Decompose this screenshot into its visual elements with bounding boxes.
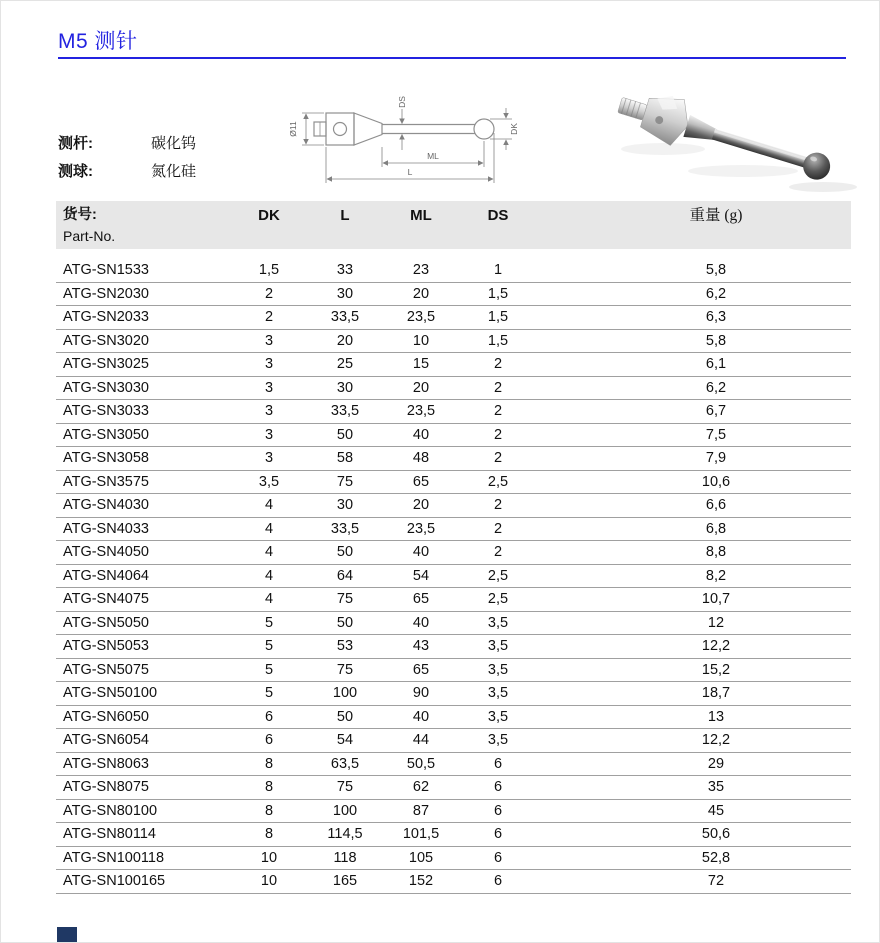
table-row (56, 706, 851, 730)
cell-part-no: ATG-SN5075 (63, 661, 149, 678)
cell-l: 33 (336, 262, 354, 279)
materials-block (58, 128, 196, 184)
cell-weight: 13 (707, 708, 725, 725)
cell-weight: 7,9 (705, 450, 727, 467)
cell-dk: 5 (264, 638, 274, 655)
cell-dk: 8 (264, 779, 274, 796)
cell-ml: 87 (412, 802, 430, 819)
table-row (56, 682, 851, 706)
cell-part-no: ATG-SN3033 (63, 403, 149, 420)
cell-dk: 6 (264, 732, 274, 749)
cell-dk: 4 (264, 591, 274, 608)
cell-part-no: ATG-SN3030 (63, 379, 149, 396)
cell-part-no: ATG-SN2033 (63, 309, 149, 326)
cell-ds: 2,5 (487, 567, 509, 584)
cell-weight: 45 (707, 802, 725, 819)
cell-l: 25 (336, 356, 354, 373)
cell-weight: 12,2 (701, 732, 731, 749)
cell-ds: 2 (493, 403, 503, 420)
cell-l: 20 (336, 332, 354, 349)
cell-ds: 6 (493, 755, 503, 772)
cell-ml: 15 (412, 356, 430, 373)
cell-l: 50 (336, 426, 354, 443)
cell-ds: 2 (493, 520, 503, 537)
cell-ds: 3,5 (487, 638, 509, 655)
table-row (56, 753, 851, 777)
cell-weight: 6,8 (705, 520, 727, 537)
cell-dk: 5 (264, 661, 274, 678)
cell-ml: 23,5 (406, 403, 436, 420)
table-header (56, 201, 851, 249)
cell-dk: 4 (264, 520, 274, 537)
cell-ml: 20 (412, 285, 430, 302)
stylus-dimension-diagram (284, 89, 524, 199)
dim-label-ds: DS (397, 96, 407, 108)
cell-ml: 101,5 (402, 826, 440, 843)
cell-ds: 3,5 (487, 661, 509, 678)
cell-part-no: ATG-SN8063 (63, 755, 149, 772)
cell-part-no: ATG-SN1533 (63, 262, 149, 279)
cell-l: 50 (336, 708, 354, 725)
cell-dk: 8 (264, 802, 274, 819)
cell-ds: 1 (493, 262, 503, 279)
cell-weight: 6,2 (705, 379, 727, 396)
cell-part-no: ATG-SN4033 (63, 520, 149, 537)
cell-l: 54 (336, 732, 354, 749)
cell-l: 75 (336, 591, 354, 608)
cell-ml: 20 (412, 379, 430, 396)
cell-weight: 15,2 (701, 661, 731, 678)
cell-l: 33,5 (330, 309, 360, 326)
cell-ds: 1,5 (487, 332, 509, 349)
table-row (56, 659, 851, 683)
cell-l: 64 (336, 567, 354, 584)
cell-dk: 5 (264, 614, 274, 631)
header-l: L (340, 207, 350, 224)
cell-ds: 3,5 (487, 614, 509, 631)
cell-ds: 2 (493, 450, 503, 467)
cell-ds: 3,5 (487, 732, 509, 749)
dim-label-ml: ML (427, 151, 439, 161)
table-row (56, 588, 851, 612)
cell-weight: 6,6 (705, 497, 727, 514)
cell-ds: 2 (493, 426, 503, 443)
cell-ml: 48 (412, 450, 430, 467)
shaft-material-label: 测杆: (58, 134, 93, 152)
cell-l: 100 (332, 685, 358, 702)
title-underline (58, 57, 846, 59)
dim-label-l: L (407, 167, 413, 177)
cell-weight: 8,2 (705, 567, 727, 584)
cell-part-no: ATG-SN4030 (63, 497, 149, 514)
cell-weight: 50,6 (701, 826, 731, 843)
cell-l: 53 (336, 638, 354, 655)
cell-part-no: ATG-SN100118 (63, 849, 165, 866)
cell-weight: 6,2 (705, 285, 727, 302)
cell-ml: 23 (412, 262, 430, 279)
cell-l: 165 (332, 873, 358, 890)
cell-part-no: ATG-SN100165 (63, 873, 166, 890)
cell-dk: 3,5 (258, 473, 280, 490)
table-row (56, 823, 851, 847)
cell-l: 33,5 (330, 520, 360, 537)
cell-l: 30 (336, 497, 354, 514)
page-title: M5 测针 (58, 30, 138, 53)
cell-dk: 3 (264, 426, 274, 443)
table-row (56, 259, 851, 283)
cell-ml: 20 (412, 497, 430, 514)
cell-part-no: ATG-SN80114 (63, 826, 156, 843)
cell-part-no: ATG-SN3050 (63, 426, 149, 443)
cell-ml: 65 (412, 591, 430, 608)
dim-label-bore: Ø11 (288, 121, 298, 137)
cell-part-no: ATG-SN4075 (63, 591, 149, 608)
cell-ds: 2 (493, 379, 503, 396)
cell-dk: 1,5 (258, 262, 280, 279)
cell-l: 100 (332, 802, 358, 819)
cell-weight: 6,3 (705, 309, 727, 326)
cell-dk: 3 (264, 332, 274, 349)
cell-dk: 2 (264, 285, 274, 302)
table-row (56, 800, 851, 824)
cell-ds: 3,5 (487, 685, 509, 702)
cell-weight: 6,1 (705, 356, 727, 373)
cell-weight: 8,8 (705, 544, 727, 561)
cell-l: 33,5 (330, 403, 360, 420)
cell-ds: 3,5 (487, 708, 509, 725)
cell-ds: 1,5 (487, 285, 509, 302)
table-row (56, 447, 851, 471)
cell-ml: 152 (408, 873, 434, 890)
page-corner-marker (57, 927, 77, 942)
cell-ml: 54 (412, 567, 430, 584)
cell-l: 75 (336, 779, 354, 796)
cell-dk: 5 (264, 685, 274, 702)
cell-weight: 5,8 (705, 332, 727, 349)
cell-ml: 40 (412, 708, 430, 725)
cell-part-no: ATG-SN3058 (63, 450, 149, 467)
cell-l: 30 (336, 379, 354, 396)
cell-part-no: ATG-SN8075 (63, 779, 149, 796)
cell-l: 58 (336, 450, 354, 467)
cell-dk: 4 (264, 544, 274, 561)
cell-dk: 10 (260, 873, 278, 890)
cell-l: 30 (336, 285, 354, 302)
cell-part-no: ATG-SN5053 (63, 638, 149, 655)
cell-part-no: ATG-SN4050 (63, 544, 149, 561)
cell-ml: 43 (412, 638, 430, 655)
table-row (56, 471, 851, 495)
header-ds: DS (487, 207, 509, 224)
cell-l: 114,5 (327, 826, 363, 843)
cell-weight: 12,2 (701, 638, 731, 655)
cell-part-no: ATG-SN3020 (63, 332, 149, 349)
cell-ds: 2,5 (487, 473, 509, 490)
cell-dk: 8 (264, 826, 274, 843)
header-part-no (56, 206, 226, 249)
cell-part-no: ATG-SN6054 (63, 732, 149, 749)
cell-ds: 2 (493, 497, 503, 514)
cell-dk: 3 (264, 450, 274, 467)
cell-ml: 65 (412, 473, 430, 490)
cell-part-no: ATG-SN3575 (63, 473, 149, 490)
cell-dk: 4 (264, 567, 274, 584)
cell-weight: 72 (707, 873, 725, 890)
cell-weight: 7,5 (705, 426, 727, 443)
cell-weight: 10,7 (701, 591, 731, 608)
cell-l: 50 (336, 544, 354, 561)
cell-part-no: ATG-SN4064 (63, 567, 149, 584)
cell-ds: 6 (493, 802, 503, 819)
cell-ml: 23,5 (406, 520, 436, 537)
table-row (56, 729, 851, 753)
cell-ml: 10 (412, 332, 430, 349)
cell-ds: 6 (493, 873, 503, 890)
table-row (56, 377, 851, 401)
ball-material-label: 测球: (58, 162, 93, 180)
cell-part-no: ATG-SN2030 (63, 285, 149, 302)
cell-weight: 10,6 (701, 473, 731, 490)
cell-l: 50 (336, 614, 354, 631)
cell-ml: 40 (412, 426, 430, 443)
cell-ml: 40 (412, 614, 430, 631)
table-row (56, 494, 851, 518)
cell-weight: 5,8 (705, 262, 727, 279)
cell-l: 118 (333, 849, 357, 866)
cell-part-no: ATG-SN3025 (63, 356, 149, 373)
table-row (56, 283, 851, 307)
cell-dk: 10 (260, 849, 278, 866)
cell-weight: 29 (707, 755, 725, 772)
table-row (56, 541, 851, 565)
table-row (56, 612, 851, 636)
cell-weight: 6,7 (705, 403, 727, 420)
cell-dk: 3 (264, 356, 274, 373)
cell-ds: 1,5 (487, 309, 509, 326)
cell-dk: 6 (264, 708, 274, 725)
table-row (56, 565, 851, 589)
table-row (56, 870, 851, 894)
table-row (56, 353, 851, 377)
parts-table-body (56, 259, 851, 894)
cell-part-no: ATG-SN80100 (63, 802, 158, 819)
cell-ds: 6 (493, 849, 503, 866)
table-row (56, 847, 851, 871)
cell-ml: 62 (412, 779, 430, 796)
stylus-product-photo (593, 83, 863, 205)
cell-l: 63,5 (330, 755, 360, 772)
cell-ds: 2 (493, 356, 503, 373)
cell-part-no: ATG-SN6050 (63, 708, 149, 725)
shaft-material-value: 碳化钨 (151, 134, 197, 152)
cell-dk: 3 (264, 403, 274, 420)
cell-dk: 4 (264, 497, 274, 514)
cell-ds: 6 (493, 779, 503, 796)
table-row (56, 635, 851, 659)
cell-ml: 23,5 (406, 309, 436, 326)
ball-material-value: 氮化硅 (151, 162, 197, 180)
cell-ml: 50,5 (406, 755, 436, 772)
cell-l: 75 (336, 473, 354, 490)
cell-ds: 2,5 (487, 591, 509, 608)
ball-material-row (58, 156, 196, 184)
cell-ds: 6 (493, 826, 503, 843)
header-dk: DK (258, 207, 280, 224)
cell-ml: 90 (412, 685, 430, 702)
cell-part-no: ATG-SN5050 (63, 614, 149, 631)
cell-weight: 35 (707, 779, 725, 796)
cell-dk: 3 (264, 379, 274, 396)
cell-dk: 8 (264, 755, 274, 772)
table-row (56, 424, 851, 448)
cell-ml: 105 (408, 849, 434, 866)
dim-label-dk: DK (509, 123, 519, 135)
table-row (56, 776, 851, 800)
header-part-no-zh: 货号: (63, 207, 97, 223)
header-part-no-en: Part-No. (63, 228, 116, 244)
shaft-material-row (58, 128, 196, 156)
cell-ml: 65 (412, 661, 430, 678)
table-row (56, 306, 851, 330)
stylus-outline (314, 113, 494, 145)
cell-weight: 52,8 (701, 849, 731, 866)
cell-weight: 12 (707, 614, 725, 631)
table-row (56, 400, 851, 424)
cell-ml: 44 (412, 732, 430, 749)
cell-dk: 2 (264, 309, 274, 326)
cell-weight: 18,7 (701, 685, 731, 702)
cell-ds: 2 (493, 544, 503, 561)
cell-part-no: ATG-SN50100 (63, 685, 158, 702)
header-ml: ML (410, 207, 432, 224)
table-row (56, 330, 851, 354)
table-row (56, 518, 851, 542)
header-weight: 重量 (g) (689, 207, 743, 224)
cell-l: 75 (336, 661, 354, 678)
cell-ml: 40 (412, 544, 430, 561)
